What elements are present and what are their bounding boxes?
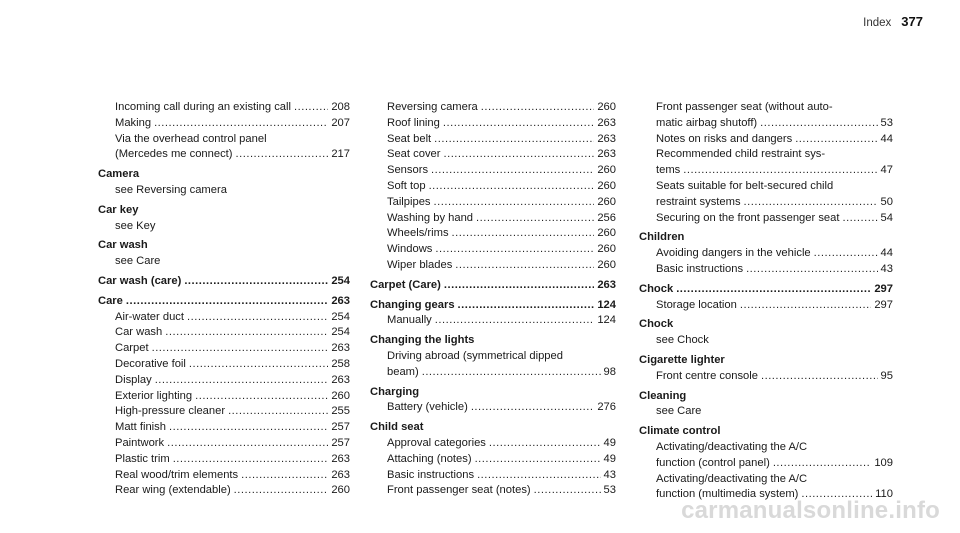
dot-leader bbox=[236, 147, 329, 163]
dot-leader bbox=[740, 298, 871, 314]
index-heading bbox=[98, 238, 350, 254]
entry-page-number: 260 bbox=[597, 258, 616, 271]
entry-label: Carpet (Care) bbox=[370, 278, 441, 291]
index-heading bbox=[98, 294, 350, 310]
entry-label: Car wash bbox=[98, 239, 148, 252]
entry-page-number: 260 bbox=[597, 179, 616, 192]
entry-page-number: 258 bbox=[331, 357, 350, 370]
entry-page-number: 43 bbox=[603, 468, 616, 481]
index-entry bbox=[98, 183, 350, 199]
dot-leader bbox=[169, 420, 328, 436]
dot-leader bbox=[842, 211, 877, 227]
index-heading bbox=[639, 389, 893, 405]
entry-label: see Key bbox=[115, 219, 156, 232]
entry-label: Manually bbox=[387, 314, 432, 327]
entry-label: see Care bbox=[115, 255, 161, 268]
dot-leader bbox=[167, 436, 328, 452]
dot-leader bbox=[434, 195, 595, 211]
dot-leader bbox=[744, 195, 878, 211]
dot-leader bbox=[458, 298, 595, 314]
index-column-3 bbox=[639, 100, 893, 503]
dot-leader bbox=[234, 483, 329, 499]
entry-page-number: 260 bbox=[331, 484, 350, 497]
dot-leader bbox=[471, 400, 595, 416]
dot-leader bbox=[422, 365, 601, 381]
dot-leader bbox=[434, 132, 594, 148]
index-entry bbox=[639, 404, 893, 420]
dot-leader bbox=[476, 211, 594, 227]
entry-label: Paintwork bbox=[115, 436, 165, 449]
index-entry bbox=[98, 420, 350, 436]
page-number: 377 bbox=[901, 14, 923, 29]
entry-label: Matt finish bbox=[115, 421, 166, 434]
entry-label: Notes on risks and dangers bbox=[656, 132, 793, 145]
index-entry bbox=[370, 468, 616, 484]
entry-label: Display bbox=[115, 373, 152, 386]
index-entry bbox=[370, 163, 616, 179]
entry-label: Cleaning bbox=[639, 389, 687, 402]
entry-page-number: 263 bbox=[597, 132, 616, 145]
entry-label: Children bbox=[639, 231, 685, 244]
index-entry bbox=[370, 242, 616, 258]
dot-leader bbox=[760, 116, 877, 132]
entry-page-number: 124 bbox=[597, 298, 616, 311]
entry-label: Cigarette lighter bbox=[639, 353, 725, 366]
entry-page-number: 254 bbox=[331, 274, 350, 287]
entry-page-number: 263 bbox=[331, 373, 350, 386]
entry-label: Activating/deactivating the A/C bbox=[656, 472, 808, 485]
index-entry bbox=[639, 262, 893, 278]
entry-label: Soft top bbox=[387, 179, 426, 192]
entry-label: Avoiding dangers in the vehicle bbox=[656, 247, 811, 260]
entry-label: Wiper blades bbox=[387, 258, 453, 271]
index-entry bbox=[98, 341, 350, 357]
entry-label: (Mercedes me connect) bbox=[115, 148, 233, 161]
entry-page-number: 54 bbox=[880, 211, 893, 224]
dot-leader bbox=[431, 163, 594, 179]
index-entry bbox=[370, 483, 616, 499]
entry-page-number: 47 bbox=[880, 164, 893, 177]
index-entry bbox=[639, 456, 893, 472]
entry-page-number: 255 bbox=[331, 405, 350, 418]
index-heading bbox=[98, 203, 350, 219]
dot-leader bbox=[435, 313, 595, 329]
entry-label: function (control panel) bbox=[656, 456, 770, 469]
index-entry bbox=[370, 313, 616, 329]
entry-page-number: 53 bbox=[603, 484, 616, 497]
index-entry bbox=[98, 132, 350, 148]
index-entry bbox=[639, 211, 893, 227]
entry-page-number: 257 bbox=[331, 421, 350, 434]
index-entry bbox=[98, 404, 350, 420]
entry-page-number: 44 bbox=[880, 132, 893, 145]
entry-page-number: 257 bbox=[331, 436, 350, 449]
entry-page-number: 95 bbox=[880, 369, 893, 382]
index-entry bbox=[370, 100, 616, 116]
entry-label: Climate control bbox=[639, 425, 721, 438]
dot-leader bbox=[477, 468, 600, 484]
dot-leader bbox=[189, 357, 328, 373]
dot-leader bbox=[126, 294, 328, 310]
entry-page-number: 260 bbox=[597, 101, 616, 113]
entry-page-number: 263 bbox=[597, 278, 616, 291]
entry-label: Chock bbox=[639, 318, 674, 331]
dot-leader bbox=[814, 246, 878, 262]
index-heading bbox=[370, 333, 616, 349]
index-heading bbox=[639, 230, 893, 246]
entry-page-number: 276 bbox=[597, 401, 616, 414]
dot-leader bbox=[155, 373, 329, 389]
entry-label: Sensors bbox=[387, 164, 429, 177]
entry-page-number: 254 bbox=[331, 310, 350, 323]
entry-label: function (multimedia system) bbox=[656, 488, 799, 501]
index-entry bbox=[98, 452, 350, 468]
dot-leader bbox=[676, 282, 871, 298]
index-entry bbox=[639, 163, 893, 179]
index-entry bbox=[98, 357, 350, 373]
entry-page-number: 260 bbox=[597, 243, 616, 256]
entry-label: matic airbag shutoff) bbox=[656, 116, 758, 129]
dot-leader bbox=[481, 100, 595, 116]
index-entry bbox=[639, 298, 893, 314]
entry-page-number: 260 bbox=[597, 227, 616, 240]
index-entry bbox=[370, 132, 616, 148]
dot-leader bbox=[475, 452, 601, 468]
index-entry bbox=[639, 100, 893, 116]
entry-label: Front centre console bbox=[656, 369, 758, 382]
entry-page-number: 297 bbox=[874, 282, 893, 295]
entry-label: Charging bbox=[370, 385, 420, 398]
entry-label: Windows bbox=[387, 243, 433, 256]
index-entry bbox=[98, 325, 350, 341]
entry-label: Seat cover bbox=[387, 148, 441, 161]
index-entry bbox=[98, 100, 350, 116]
entry-label: Rear wing (extendable) bbox=[115, 484, 231, 497]
entry-label: Tailpipes bbox=[387, 195, 431, 208]
dot-leader bbox=[152, 341, 329, 357]
entry-label: Recommended child restraint sys- bbox=[656, 148, 826, 161]
entry-label: see Reversing camera bbox=[115, 183, 227, 196]
index-entry bbox=[370, 179, 616, 195]
entry-label: Incoming call during an existing call bbox=[115, 101, 291, 113]
dot-leader bbox=[184, 274, 328, 290]
index-entry bbox=[639, 179, 893, 195]
entry-page-number: 263 bbox=[331, 452, 350, 465]
index-heading bbox=[98, 274, 350, 290]
index-entry bbox=[370, 436, 616, 452]
entry-label: Driving abroad (symmetrical dipped bbox=[387, 349, 563, 362]
entry-label: Battery (vehicle) bbox=[387, 401, 468, 414]
dot-leader bbox=[228, 404, 328, 420]
index-heading bbox=[639, 317, 893, 333]
index-entry bbox=[639, 369, 893, 385]
index-entry bbox=[639, 246, 893, 262]
index-entry bbox=[639, 116, 893, 132]
entry-label: Plastic trim bbox=[115, 452, 170, 465]
index-entry bbox=[639, 472, 893, 488]
index-entry bbox=[639, 333, 893, 349]
entry-label: beam) bbox=[387, 365, 419, 378]
entry-label: Real wood/trim elements bbox=[115, 468, 239, 481]
dot-leader bbox=[294, 100, 328, 116]
entry-page-number: 49 bbox=[603, 436, 616, 449]
index-entry bbox=[98, 436, 350, 452]
entry-page-number: 49 bbox=[603, 452, 616, 465]
index-entry bbox=[370, 365, 616, 381]
entry-label: tems bbox=[656, 164, 681, 177]
entry-label: see Chock bbox=[656, 334, 709, 347]
entry-label: Basic instructions bbox=[656, 262, 744, 275]
index-heading bbox=[370, 298, 616, 314]
index-entry bbox=[370, 258, 616, 274]
index-entry bbox=[639, 195, 893, 211]
entry-label: Changing the lights bbox=[370, 334, 475, 347]
index-entry bbox=[370, 116, 616, 132]
index-entry bbox=[370, 147, 616, 163]
entry-label: Making bbox=[115, 116, 152, 129]
dot-leader bbox=[761, 369, 878, 385]
entry-label: Reversing camera bbox=[387, 101, 478, 113]
entry-page-number: 50 bbox=[880, 195, 893, 208]
entry-page-number: 110 bbox=[875, 488, 893, 501]
entry-label: Seats suitable for belt-secured child bbox=[656, 179, 834, 192]
dot-leader bbox=[241, 468, 328, 484]
entry-page-number: 263 bbox=[597, 116, 616, 129]
index-entry bbox=[98, 116, 350, 132]
entry-label: Front passenger seat (without auto- bbox=[656, 101, 833, 113]
index-heading bbox=[639, 282, 893, 298]
index-entry bbox=[370, 452, 616, 468]
index-column-1 bbox=[98, 100, 350, 499]
index-entry bbox=[639, 440, 893, 456]
dot-leader bbox=[443, 147, 594, 163]
entry-label: see Care bbox=[656, 405, 702, 418]
index-entry bbox=[98, 219, 350, 235]
entry-page-number: 260 bbox=[597, 164, 616, 177]
entry-page-number: 207 bbox=[331, 116, 350, 129]
entry-label: Air-water duct bbox=[115, 310, 185, 323]
entry-page-number: 256 bbox=[597, 211, 616, 224]
entry-page-number: 260 bbox=[597, 195, 616, 208]
dot-leader bbox=[683, 163, 877, 179]
entry-page-number: 53 bbox=[880, 116, 893, 129]
dot-leader bbox=[429, 179, 595, 195]
entry-label: Roof lining bbox=[387, 116, 440, 129]
index-heading bbox=[370, 385, 616, 401]
entry-page-number: 263 bbox=[331, 342, 350, 355]
entry-label: Front passenger seat (notes) bbox=[387, 484, 531, 497]
dot-leader bbox=[443, 116, 594, 132]
entry-label: Approval categories bbox=[387, 436, 486, 449]
dot-leader bbox=[173, 452, 329, 468]
entry-page-number: 109 bbox=[874, 456, 893, 469]
index-entry bbox=[98, 147, 350, 163]
dot-leader bbox=[795, 132, 877, 148]
watermark: carmanualsonline.info bbox=[681, 497, 940, 524]
entry-label: Decorative foil bbox=[115, 357, 186, 370]
dot-leader bbox=[489, 436, 601, 452]
index-heading bbox=[370, 420, 616, 436]
entry-page-number: 263 bbox=[331, 294, 350, 307]
entry-label: Car key bbox=[98, 203, 139, 216]
dot-leader bbox=[154, 116, 328, 132]
header-label: Index bbox=[863, 17, 892, 29]
dot-leader bbox=[452, 226, 595, 242]
entry-page-number: 44 bbox=[880, 247, 893, 260]
entry-page-number: 124 bbox=[597, 314, 616, 327]
entry-page-number: 208 bbox=[331, 101, 350, 113]
entry-page-number: 263 bbox=[597, 148, 616, 161]
index-entry bbox=[98, 389, 350, 405]
dot-leader bbox=[187, 310, 328, 326]
index-entry bbox=[370, 195, 616, 211]
index-heading bbox=[639, 424, 893, 440]
dot-leader bbox=[435, 242, 594, 258]
entry-label: Exterior lighting bbox=[115, 389, 193, 402]
entry-label: Via the overhead control panel bbox=[115, 132, 267, 145]
index-entry bbox=[98, 468, 350, 484]
dot-leader bbox=[534, 483, 601, 499]
entry-page-number: 297 bbox=[874, 298, 893, 311]
index-entry bbox=[98, 310, 350, 326]
entry-page-number: 254 bbox=[331, 326, 350, 339]
entry-page-number: 217 bbox=[331, 148, 350, 161]
entry-label: Basic instructions bbox=[387, 468, 475, 481]
dot-leader bbox=[195, 389, 328, 405]
dot-leader bbox=[746, 262, 877, 278]
entry-label: Changing gears bbox=[370, 298, 455, 311]
index-entry bbox=[370, 400, 616, 416]
index-entry bbox=[639, 132, 893, 148]
entry-label: Wheels/rims bbox=[387, 227, 449, 240]
entry-label: High-pressure cleaner bbox=[115, 405, 226, 418]
entry-label: Child seat bbox=[370, 421, 424, 434]
index-entry bbox=[98, 254, 350, 270]
entry-label: Car wash bbox=[115, 326, 163, 339]
index-heading bbox=[370, 278, 616, 294]
entry-label: restraint systems bbox=[656, 195, 741, 208]
dot-leader bbox=[165, 325, 328, 341]
entry-label: Car wash (care) bbox=[98, 274, 182, 287]
index-heading bbox=[639, 353, 893, 369]
index-entry bbox=[370, 349, 616, 365]
dot-leader bbox=[444, 278, 594, 294]
entry-label: Washing by hand bbox=[387, 211, 474, 224]
dot-leader bbox=[455, 258, 594, 274]
index-entry bbox=[639, 147, 893, 163]
index-column-2 bbox=[370, 100, 616, 499]
dot-leader bbox=[773, 456, 872, 472]
index-entry bbox=[98, 373, 350, 389]
index-entry bbox=[98, 483, 350, 499]
index-heading bbox=[98, 167, 350, 183]
entry-label: Storage location bbox=[656, 298, 737, 311]
entry-page-number: 98 bbox=[603, 365, 616, 378]
entry-label: Carpet bbox=[115, 342, 149, 355]
entry-page-number: 263 bbox=[331, 468, 350, 481]
entry-label: Care bbox=[98, 294, 123, 307]
entry-label: Activating/deactivating the A/C bbox=[656, 440, 808, 453]
entry-page-number: 260 bbox=[331, 389, 350, 402]
entry-label: Securing on the front passenger seat bbox=[656, 211, 840, 224]
entry-label: Attaching (notes) bbox=[387, 452, 472, 465]
entry-label: Camera bbox=[98, 168, 140, 181]
entry-label: Seat belt bbox=[387, 132, 432, 145]
entry-page-number: 43 bbox=[880, 262, 893, 275]
entry-label: Chock bbox=[639, 282, 674, 295]
page-header bbox=[863, 14, 923, 29]
index-entry bbox=[370, 226, 616, 242]
index-entry bbox=[370, 211, 616, 227]
